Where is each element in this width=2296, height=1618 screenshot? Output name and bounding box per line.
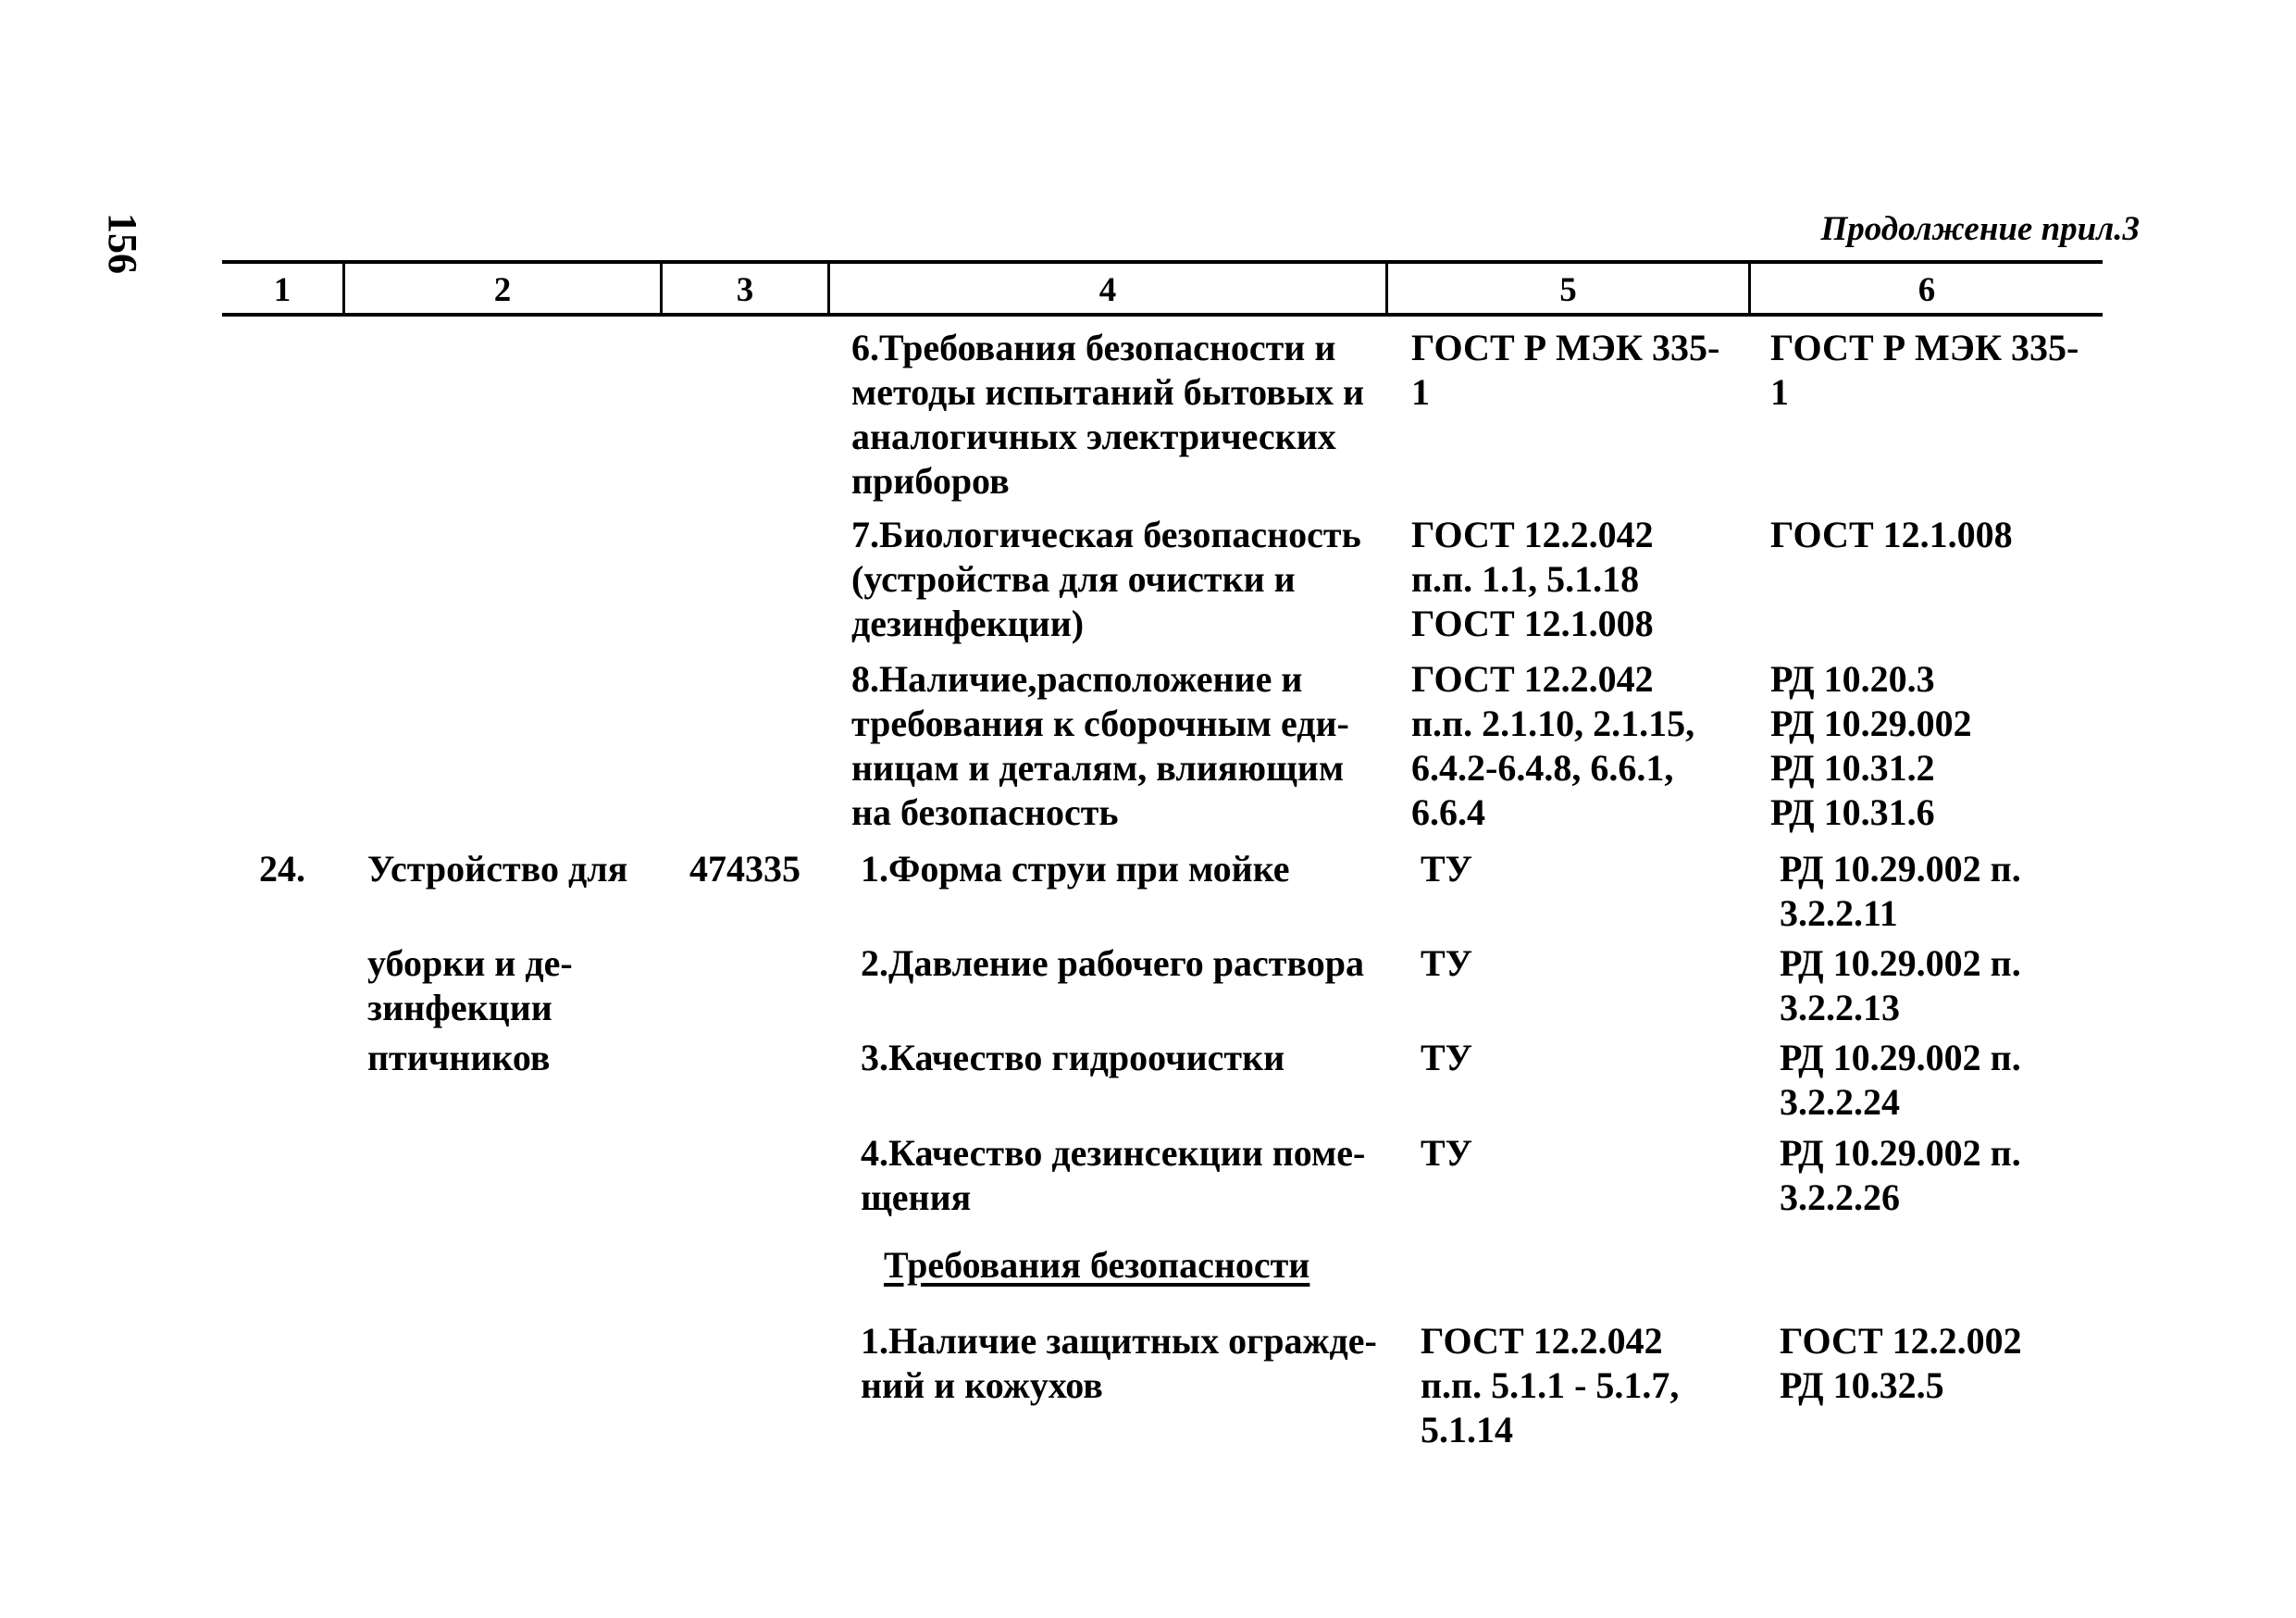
header-col-1: 1: [273, 271, 292, 309]
table-cell-norm: ТУ: [1421, 1037, 1473, 1078]
table-cell-norm: ТУ: [1421, 848, 1473, 890]
table-cell-method: ГОСТ 12.1.008: [1770, 514, 2013, 555]
table-cell-norm: ГОСТ 12.2.042 п.п. 1.1, 5.1.18 ГОСТ 12.1.008: [1411, 514, 1654, 644]
table-cell-indicator: 1.Наличие защитных огражде- ний и кожухов: [861, 1320, 1377, 1406]
table-cell-norm: ТУ: [1421, 1132, 1473, 1174]
table-cell-method: РД 10.29.002 п. 3.2.2.26: [1780, 1132, 2021, 1218]
header-col-2: 2: [493, 271, 512, 309]
table-cell-norm: ТУ: [1421, 942, 1473, 984]
continuation-label: Продолжение прил.3: [1820, 210, 2140, 248]
table-cell-method: РД 10.29.002 п. 3.2.2.24: [1780, 1037, 2021, 1123]
table-cell-norm: ГОСТ 12.2.042 п.п. 5.1.1 - 5.1.7, 5.1.14: [1421, 1320, 1680, 1450]
table-cell-indicator: 7.Биологическая безопасность (устройства для очистки и дезинфекции): [851, 514, 1361, 644]
table-cell-indicator: 2.Давление рабочего раствора: [861, 942, 1365, 984]
header-col-5: 5: [1559, 271, 1577, 309]
entry-number: 24.: [259, 848, 305, 890]
table-cell-method: ГОСТ 12.2.002 РД 10.32.5: [1780, 1320, 2022, 1406]
table-cell-method: РД 10.29.002 п. 3.2.2.13: [1780, 942, 2021, 1028]
table-cell-norm: ГОСТ 12.2.042 п.п. 2.1.10, 2.1.15, 6.4.2-6.4.8, 6.6.1, 6.6.4: [1411, 658, 1695, 833]
entry-name-line1: Устройство для: [367, 848, 628, 890]
table-cell-indicator: 4.Качество дезинсекции поме- щения: [861, 1132, 1366, 1218]
entry-name-line2: уборки и де- зинфекции: [367, 942, 573, 1028]
table-cell-indicator: 1.Форма струи при мойке: [861, 848, 1290, 890]
entry-name-line3: птичников: [367, 1037, 551, 1078]
header-top-rule: [222, 260, 2103, 264]
header-col-6: 6: [1917, 271, 1936, 309]
table-cell-norm: ГОСТ Р МЭК 335- 1: [1411, 327, 1720, 413]
header-bottom-rule: [222, 313, 2103, 317]
table-cell-indicator: 8.Наличие,расположение и требования к сборочным еди- ницам и деталям, влияющим на безопасность: [851, 658, 1349, 833]
table-cell-indicator: 6.Требования безопасности и методы испытаний бытовых и аналогичных электрических приборов: [851, 327, 1365, 502]
table-cell-method: РД 10.29.002 п. 3.2.2.11: [1780, 848, 2021, 934]
table-cell-method: ГОСТ Р МЭК 335- 1: [1770, 327, 2079, 413]
header-col-4: 4: [1098, 271, 1117, 309]
table-cell-method: РД 10.20.3 РД 10.29.002 РД 10.31.2 РД 10.31.6: [1770, 658, 1972, 833]
header-col-3: 3: [736, 271, 754, 309]
table-cell-indicator: 3.Качество гидроочистки: [861, 1037, 1285, 1078]
entry-code: 474335: [689, 848, 800, 890]
section-title: Требования безопасности: [884, 1244, 1310, 1286]
page-number: 156: [100, 213, 145, 274]
